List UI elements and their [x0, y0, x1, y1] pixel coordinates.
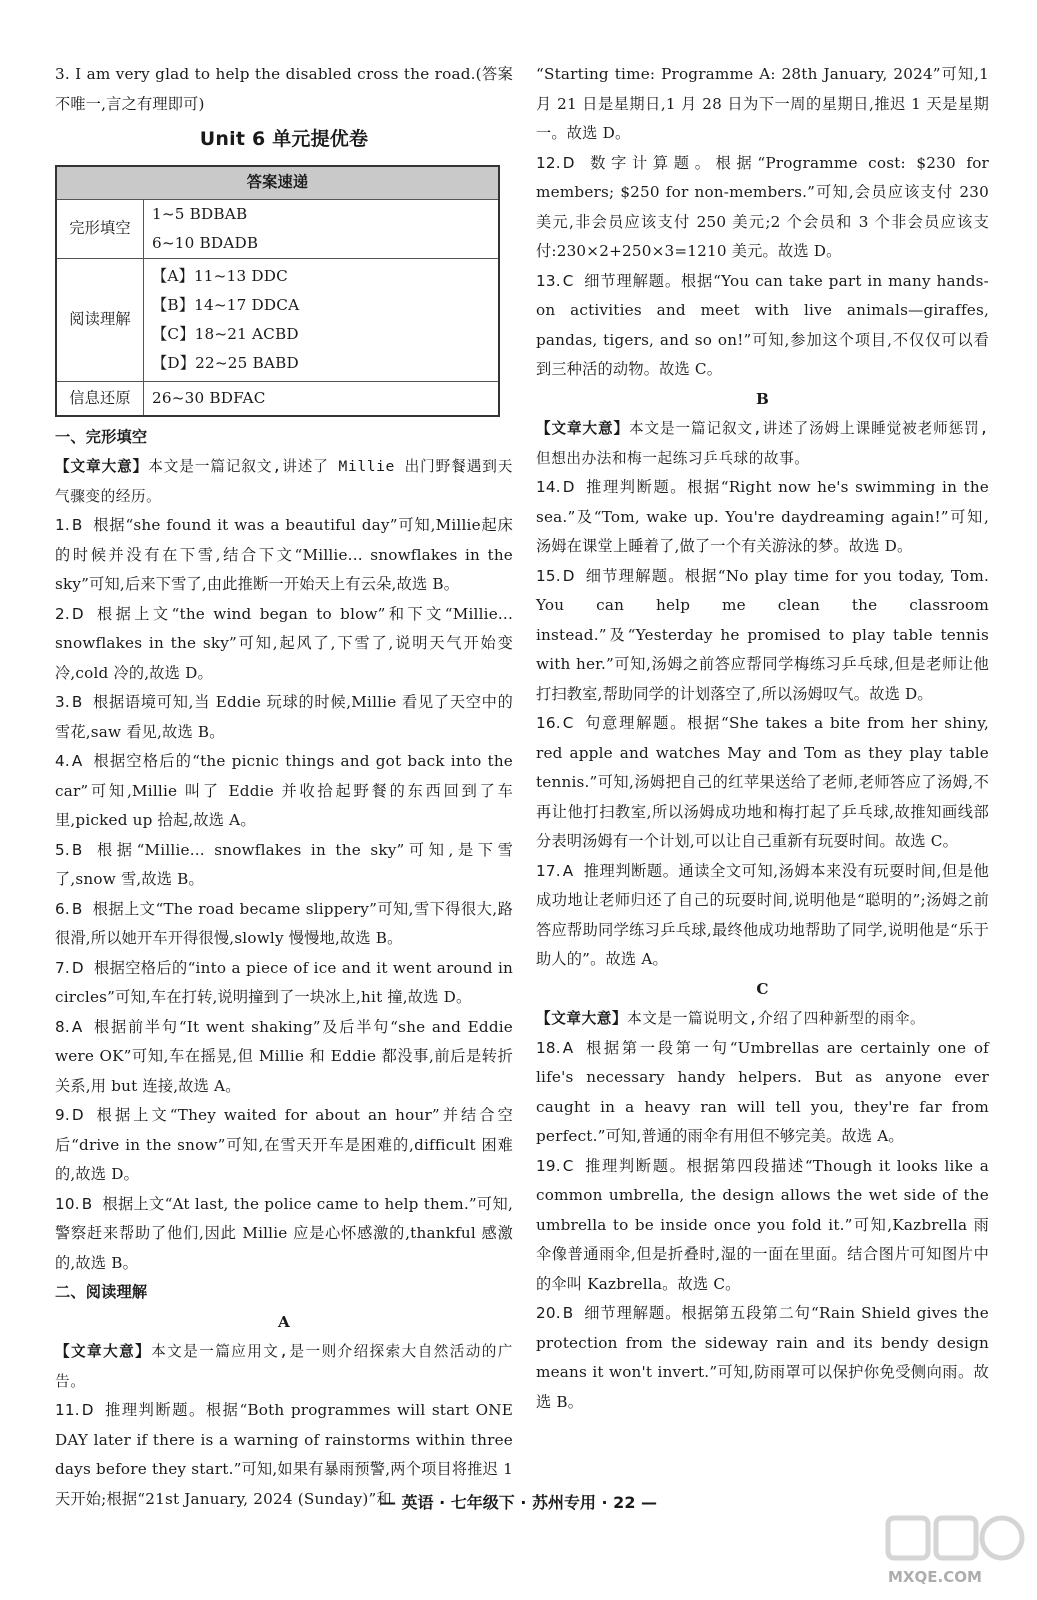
- answer-item: [55, 1190, 513, 1279]
- summary-tag: 【文章大意】: [55, 1343, 152, 1360]
- item-number: 11.: [55, 1401, 80, 1419]
- item-answer: B: [81, 1194, 93, 1213]
- answer-item: [55, 688, 513, 747]
- cell-value: 【A】11~13 DDC: [152, 266, 288, 285]
- item-explanation: 根据上文“At last, the police came to help them.”可知,警察赶来帮助了他们,因此 Millie 应是心怀感激的,thankful 感激的,故选 B。: [55, 1194, 513, 1272]
- row-label: 信息还原: [56, 381, 144, 416]
- answer-item: [55, 954, 513, 1013]
- item-answer: B: [71, 899, 83, 918]
- answer-item: [536, 562, 989, 710]
- row-values: [144, 381, 500, 416]
- reading-a-answers: [536, 149, 989, 385]
- reading-c-answers: [536, 1034, 989, 1418]
- item-answer: A: [71, 1017, 83, 1036]
- table-header: 答案速递: [56, 166, 499, 200]
- item-number: 2.: [55, 604, 70, 623]
- item-number: 15.: [536, 566, 561, 585]
- summary-text: 本文是一篇应用文,是一则介绍探索大自然活动的广告。: [55, 1343, 513, 1390]
- page-footer: — 英语 · 七年级下 · 苏州专用 · 22 —: [379, 1493, 658, 1512]
- reading-b-answers: [536, 473, 989, 975]
- left-column: [55, 60, 513, 1514]
- item-explanation: 细节理解题。根据“You can take part in many hands-on activities and meet with live animals—giraffes, pandas, tigers, and so on!”可知,参加这个项目,不仅仅可以看到三种活的动物。故选 C。: [536, 271, 989, 378]
- item-explanation: 细节理解题。根据“No play time for you today, Tom. You can help me clean the classroom instead.”及“Yesterday he promised to play table tennis with her.”可知,汤姆之前答应帮同学梅练习乒乓球,但是老师让他打扫教室,帮助同学的计划落空了,所以汤姆叹气。故选 D。: [536, 566, 989, 703]
- item-explanation: 数字计算题。根据“Programme cost: $230 for members; $250 for non-members.”可知,会员应该支付 230 美元,非会员应该支付 250 美元;2 个会员和 3 个非会员应该支付:230×2+250×3=1210 美元。故选 D。: [536, 153, 989, 260]
- item-number: 8.: [55, 1017, 70, 1036]
- item-number: 1.: [55, 516, 70, 534]
- table-row: [56, 199, 499, 258]
- summary-text: 本文是一篇记叙文,讲述了 Millie 出门野餐遇到天气骤变的经历。: [55, 458, 513, 505]
- answer-item: [536, 1034, 989, 1152]
- item-answer: D: [71, 604, 84, 623]
- top-answer-item: 3. I am very glad to help the disabled cross the road.(答案不唯一,言之有理即可): [55, 65, 513, 113]
- passage-label-a: A: [278, 1312, 290, 1331]
- cell-value: 26~30 BDFAC: [152, 388, 266, 407]
- item-answer: A: [71, 752, 83, 770]
- answer-item: [536, 1299, 989, 1417]
- item-number: 16.: [536, 714, 561, 732]
- summary-a: [55, 1337, 513, 1396]
- cell-value: 6~10 BDADB: [152, 233, 259, 252]
- item-answer: B: [71, 516, 83, 534]
- item-answer: D: [81, 1401, 94, 1419]
- item-number: 5.: [55, 840, 70, 859]
- answer-item: [55, 1013, 513, 1102]
- cell-value: 【C】18~21 ACBD: [152, 324, 299, 343]
- item-explanation: 句意理解题。根据“She takes a bite from her shiny, red apple and watches May and Tom as they play table tennis.”可知,汤姆把自己的红苹果送给了老师,老师答应了汤姆,不再让他打扫教室,所以汤姆成功地和梅打起了乒乓球,故推知画线部分表明汤姆有一个计划,可以让自己重新有玩耍时间。故选 C。: [536, 714, 989, 850]
- cell-value: 【B】14~17 DDCA: [152, 295, 300, 314]
- item-number: 6.: [55, 899, 70, 918]
- row-label: 完形填空: [56, 199, 144, 258]
- row-values: [144, 258, 500, 381]
- item-number: 19.: [536, 1156, 561, 1175]
- row-label: 阅读理解: [56, 258, 144, 381]
- item-answer: B: [562, 1304, 574, 1322]
- table-row: [56, 381, 499, 416]
- item-answer: D: [71, 958, 84, 977]
- answer-item: [55, 836, 513, 895]
- summary-b: [536, 414, 989, 473]
- item-number: 17.: [536, 861, 561, 880]
- unit-title: Unit 6 单元提优卷: [199, 128, 369, 150]
- item-answer: B: [71, 693, 83, 711]
- item-explanation: 推理判断题。根据第四段描述“Though it looks like a common umbrella, the design allows the wet side of the umbrella to be inside once you fold it.”可知,Kazbrella 雨伞像普通雨伞,但是折叠时,湿的一面在里面。结合图片可知图片中的伞叫 Kazbrella。故选 C。: [536, 1156, 989, 1293]
- item-answer: C: [562, 271, 574, 290]
- item-answer: D: [71, 1106, 84, 1124]
- item-number: 4.: [55, 752, 70, 770]
- watermark-text: MXQE.COM: [888, 1568, 982, 1586]
- right-column: [536, 60, 989, 1417]
- continuation-text: “Starting time: Programme A: 28th January, 2024”可知,1 月 21 日是星期日,1 月 28 日为下一周的星期日,推迟 1 天是星期一。故选 D。: [536, 65, 989, 142]
- answer-item: [55, 511, 513, 600]
- item-answer: D: [562, 153, 575, 172]
- item-answer: A: [562, 1038, 574, 1057]
- item-number: 14.: [536, 478, 561, 496]
- item-explanation: 细节理解题。根据第五段第二句“Rain Shield gives the protection from the sideway rain and its bendy design means it won't invert.”可知,防雨罩可以保护你免受侧向雨。故选 B。: [536, 1304, 989, 1411]
- item-explanation: 根据空格后的“the picnic things and got back into the car”可知,Millie 叫了 Eddie 并收拾起野餐的东西回到了车里,picked up 拾起,故选 A。: [55, 752, 513, 829]
- item-explanation: 根据空格后的“into a piece of ice and it went around in circles”可知,车在打转,说明撞到了一块冰上,hit 撞,故选 D。: [55, 958, 513, 1006]
- item-answer: D: [562, 566, 575, 585]
- item-explanation: 推理判断题。通读全文可知,汤姆本来没有玩耍时间,但是他成功地让老师归还了自己的玩耍时间,说明他是“聪明的”;汤姆之前答应帮助同学练习乒乓球,最终他成功地帮助了同学,说明他是“乐于助人的”。故选 A。: [536, 861, 989, 968]
- answer-item: [55, 600, 513, 689]
- summary-tag: 【文章大意】: [536, 1010, 628, 1027]
- cell-value: 1~5 BDBAB: [152, 204, 248, 223]
- section-heading-cloze: 一、完形填空: [55, 427, 148, 446]
- answer-item: [536, 267, 989, 385]
- answer-item: [536, 857, 989, 975]
- item-number: 18.: [536, 1038, 561, 1057]
- item-number: 3.: [55, 693, 70, 711]
- item-explanation: 推理判断题。根据“Both programmes will start ONE DAY later if there is a warning of rainstorms within three days before they start.”可知,如果有暴雨预警,两个项目将推迟 1 天开始;根据“21st January, 2024 (Sunday)”和: [55, 1401, 513, 1508]
- item-answer: D: [562, 478, 575, 496]
- item-number: 9.: [55, 1106, 70, 1124]
- answer-item: [536, 473, 989, 562]
- answer-key-table: [55, 165, 500, 417]
- item-explanation: 推理判断题。根据“Right now he's swimming in the sea.”及“Tom, wake up. You're daydreaming again!”可知,汤姆在课堂上睡着了,做了一个有关游泳的梦。故选 D。: [536, 478, 989, 555]
- cell-value: 【D】22~25 BABD: [152, 353, 299, 372]
- cloze-answers: [55, 511, 513, 1278]
- item-explanation: 根据上文“the wind began to blow”和下文“Millie... snowflakes in the sky”可知,起风了,下雪了,说明天气开始变冷,cold 冷的,故选 D。: [55, 604, 513, 682]
- section-heading-reading: 二、阅读理解: [55, 1283, 148, 1301]
- answer-item: [536, 709, 989, 857]
- summary-tag: 【文章大意】: [536, 420, 629, 437]
- item-answer: C: [562, 714, 574, 732]
- summary-text: 本文是一篇记叙文,讲述了汤姆上课睡觉被老师惩罚,但想出办法和梅一起练习乒乓球的故事。: [536, 420, 989, 467]
- item-explanation: 根据上文“They waited for about an hour”并结合空后“drive in the snow”可知,在雪天开车是困难的,difficult 困难的,故选 D。: [55, 1106, 513, 1183]
- item-explanation: 根据“Millie... snowflakes in the sky”可知,是下雪了,snow 雪,故选 B。: [55, 840, 513, 888]
- item-answer: C: [562, 1156, 574, 1175]
- item-number: 12.: [536, 153, 561, 172]
- answer-item: [536, 1152, 989, 1300]
- item-explanation: 根据语境可知,当 Eddie 玩球的时候,Millie 看见了天空中的雪花,saw 看见,故选 B。: [55, 693, 513, 741]
- item-answer: A: [562, 861, 574, 880]
- answer-item: [55, 747, 513, 836]
- item-explanation: 根据上文“The road became slippery”可知,雪下得很大,路很滑,所以她开车开得很慢,slowly 慢慢地,故选 B。: [55, 899, 513, 947]
- item-explanation: 根据第一段第一句“Umbrellas are certainly one of life's necessary handy helpers. But as anyone ever caught in a heavy ran will tell you, they're far from perfect.”可知,普通的雨伞有用但不够完美。故选 A。: [536, 1038, 989, 1145]
- answer-item: [55, 1101, 513, 1190]
- item-number: 10.: [55, 1194, 80, 1213]
- item-explanation: 根据前半句“It went shaking”及后半句“she and Eddie were OK”可知,车在摇晃,但 Millie 和 Eddie 都没事,前后是转折关系,用 but 连接,故选 A。: [55, 1017, 513, 1095]
- summary-text: 本文是一篇说明文,介绍了四种新型的雨伞。: [627, 1010, 926, 1027]
- answer-item: [55, 895, 513, 954]
- item-number: 13.: [536, 271, 561, 290]
- summary-tag: 【文章大意】: [55, 458, 149, 475]
- item-number: 7.: [55, 958, 70, 977]
- row-values: [144, 199, 500, 258]
- passage-label-c: C: [756, 979, 769, 998]
- table-row: [56, 258, 499, 381]
- item-number: 20.: [536, 1304, 561, 1322]
- summary-c: [536, 1004, 989, 1034]
- item-answer: B: [71, 840, 83, 859]
- item-explanation: 根据“she found it was a beautiful day”可知,Millie起床的时候并没有在下雪,结合下文“Millie... snowflakes in the sky”可知,后来下雪了,由此推断一开始天上有云朵,故选 B。: [55, 516, 513, 593]
- summary-cloze: [55, 452, 513, 511]
- answer-item: [536, 149, 989, 267]
- passage-label-b: B: [755, 389, 770, 408]
